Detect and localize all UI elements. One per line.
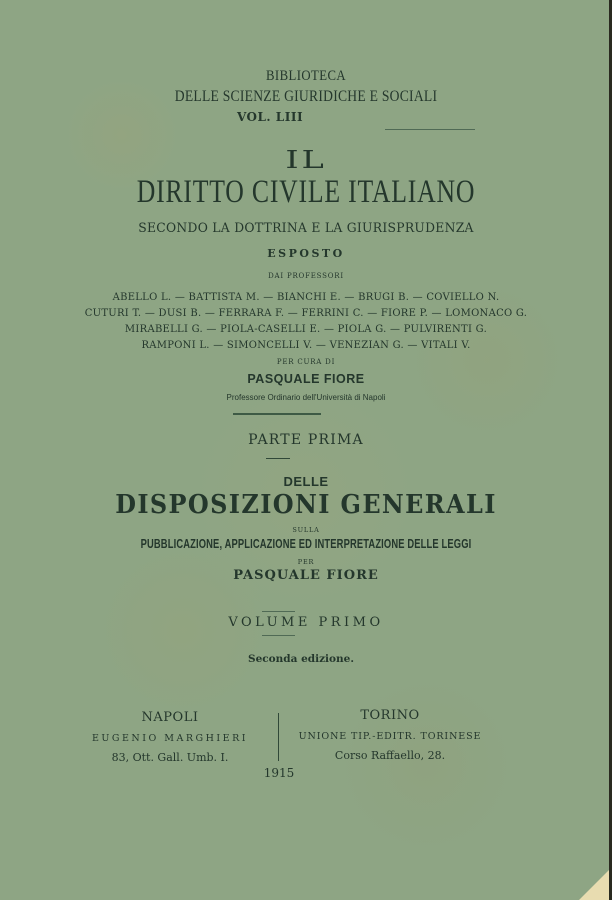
series-title-line1: BIBLIOTECA: [265, 68, 347, 84]
part-pre: DELLE: [283, 474, 329, 489]
editor-name: PASQUALE FIORE: [247, 372, 365, 386]
editor-intro: PER CURA DI: [276, 358, 336, 366]
publisher-divider: [278, 713, 279, 761]
contributors-line: ABELLO L. — BATTISTA M. — BIANCHI E. — BRUGI B. — COVIELLO N.: [112, 291, 500, 303]
divider-rule: [266, 458, 290, 459]
main-title: DIRITTO CIVILE ITALIANO: [136, 174, 476, 210]
part-author: PASQUALE FIORE: [233, 568, 379, 583]
part-subject: PUBBLICAZIONE, APPLICAZIONE ED INTERPRETAZIONE DELLE LEGGI: [140, 536, 472, 551]
publisher-right-city: TORINO: [360, 708, 420, 723]
contributors-line: RAMPONI L. — SIMONCELLI V. — VENEZIAN G. — VITALI V.: [141, 339, 471, 351]
contributors-intro: DAI PROFESSORI: [268, 272, 344, 280]
part-per: PER: [297, 558, 315, 566]
part-title: DISPOSIZIONI GENERALI: [115, 490, 497, 520]
part-label: PARTE PRIMA: [248, 432, 364, 448]
publisher-right-address: Corso Raffaello, 28.: [334, 749, 446, 762]
publisher-left-name: EUGENIO MARGHIERI: [91, 733, 249, 744]
publisher-right-name: UNIONE TIP.-EDITR. TORINESE: [298, 731, 482, 742]
series-title-line2: DELLE SCIENZE GIURIDICHE E SOCIALI: [174, 88, 438, 105]
title-article: IL: [285, 146, 327, 174]
divider-rule: [233, 413, 321, 415]
publisher-left-address: 83, Ott. Gall. Umb. I.: [111, 751, 229, 764]
volume-label: VOLUME PRIMO: [228, 615, 384, 630]
title-subtitle: SECONDO LA DOTTRINA E LA GIURISPRUDENZA: [138, 221, 474, 236]
divider-rule: [385, 129, 475, 130]
esposto-label: ESPOSTO: [267, 247, 345, 260]
contributors-line: CUTURI T. — DUSI B. — FERRARA F. — FERRINI C. — FIORE P. — LOMONACO G.: [84, 307, 528, 319]
publisher-left-city: NAPOLI: [141, 710, 199, 725]
divider-rule: [262, 635, 295, 636]
edition-label: Seconda edizione.: [247, 653, 355, 665]
publication-year: 1915: [263, 766, 295, 780]
torn-corner: [579, 870, 609, 900]
series-volume: VOL. LIII: [236, 110, 304, 124]
part-sulla: SULLA: [292, 526, 320, 534]
divider-rule: [262, 611, 295, 612]
editor-title: Professore Ordinario dell'Università di Napoli: [226, 393, 386, 402]
contributors-line: MIRABELLI G. — PIOLA-CASELLI E. — PIOLA G. — PULVIRENTI G.: [124, 323, 488, 335]
